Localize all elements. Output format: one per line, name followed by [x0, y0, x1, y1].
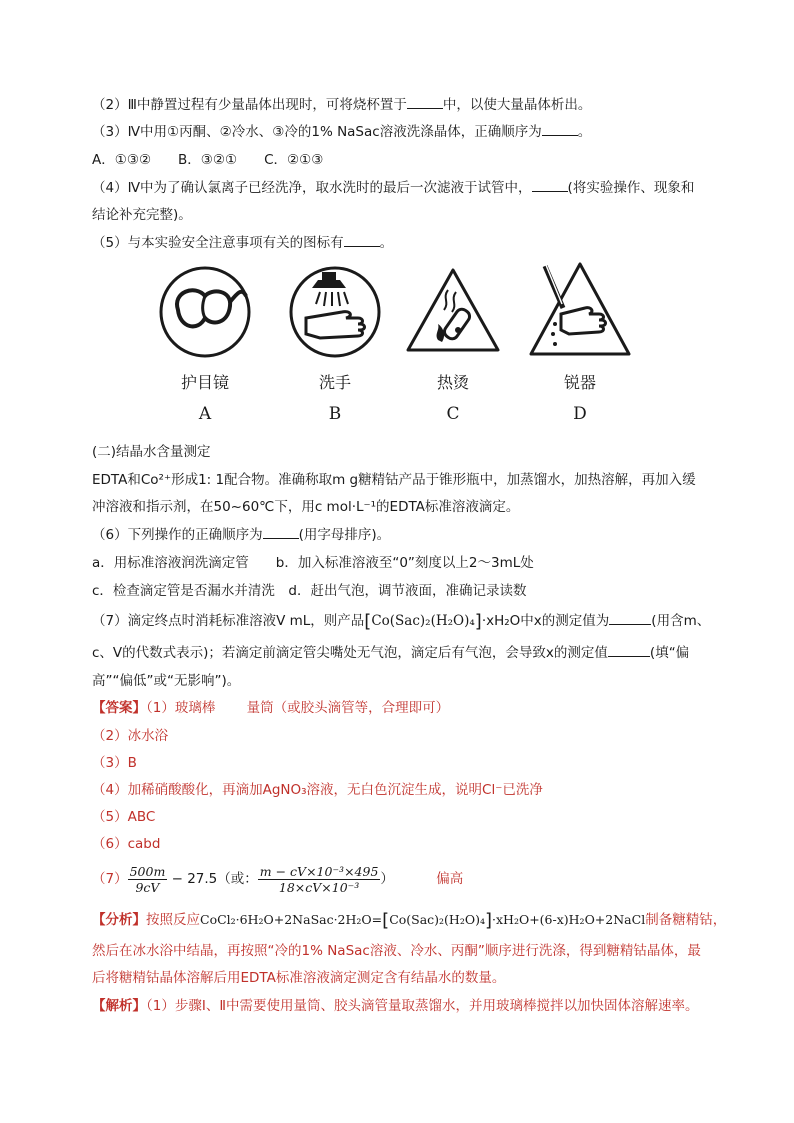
question-6-options-cd: c．检查滴定管是否漏水并清洗 d．赶出气泡，调节液面，准确记录读数 — [92, 583, 527, 599]
formula: Co(Sac)₂(H₂O)₄ — [371, 613, 475, 629]
answer-blank — [344, 234, 380, 247]
analysis-line2: 然后在冰水浴中结晶，再按照“冷的1% NaSac溶液、冷水、丙酮”顺序进行洗涤，得到糖精钴晶体，最 — [92, 943, 701, 959]
section-paragraph-line1: EDTA和Co²⁺形成1: 1配合物。准确称取m g糖精钴产品于锥形瓶中，加蒸馏水，加热溶解，再加入缓 — [92, 472, 696, 488]
question-7-text: （7）滴定终点时消耗标准溶液V mL，则产品 — [92, 613, 365, 629]
fraction-1-denominator: 9cV — [135, 879, 160, 895]
question-7-text-c: (用含m、 — [651, 613, 711, 629]
explanation-text: （1）步骤Ⅰ、Ⅱ中需要使用量筒、胶头滴管量取蒸馏水，并用玻璃棒搅拌以加快固体溶解速率。 — [146, 998, 699, 1014]
hot-surface-icon — [398, 262, 508, 362]
icon-letter-b: B — [328, 404, 342, 424]
answer-7-close: ） — [380, 871, 394, 887]
answer-tag: 【答案】 — [92, 700, 146, 716]
question-7-text-d: c、V的代数式表示)；若滴定前滴定管尖嘴处无气泡，滴定后有气泡，会导致x的测定值 — [92, 645, 608, 661]
icon-letter-a: A — [198, 404, 212, 424]
icon-label-b: 洗手 — [318, 373, 351, 392]
analysis-line1 — [92, 910, 726, 931]
question-4-line1 — [92, 178, 694, 198]
answer-7-prefix: （7） — [92, 871, 128, 887]
fraction-2 — [258, 864, 381, 895]
question-5-tail: 。 — [379, 235, 394, 251]
question-6-options-ab: a．用标准溶液润洗滴定管 b．加入标准溶液至“0”刻度以上2～3mL处 — [92, 555, 534, 571]
answer-1-text: （1）玻璃棒 量筒（或胶头滴管等，合理即可） — [146, 700, 450, 716]
icon-label-a: 护目镜 — [180, 373, 229, 392]
explanation-line1 — [92, 996, 698, 1016]
question-4-line2: 结论补充完整)。 — [92, 207, 192, 223]
equation-part-3: ·xH₂O+(6-x)H₂O+2NaCl — [492, 912, 646, 927]
question-3-options: A．①③② B．③②① C．②①③ — [92, 152, 324, 168]
question-7-line2 — [92, 643, 689, 663]
question-7-text-e: (填“偏 — [649, 645, 690, 661]
question-2 — [92, 95, 591, 115]
answer-1 — [92, 698, 449, 718]
answer-5: （5）ABC — [92, 809, 156, 825]
answer-6: （6）cabd — [92, 836, 161, 852]
question-2-text: （2）Ⅲ中静置过程有少量晶体出现时，可将烧杯置于 — [92, 97, 407, 113]
answer-7 — [92, 862, 463, 896]
section-paragraph-line2: 冲溶液和指示剂，在50~60℃下，用c mol·L⁻¹的EDTA标准溶液滴定。 — [92, 499, 520, 515]
answer-blank — [532, 179, 568, 192]
question-2-tail: 中，以使大量晶体析出。 — [442, 97, 592, 113]
question-6-tail: (用字母排序)。 — [298, 527, 391, 543]
question-4-text: （4）Ⅳ中为了确认氯离子已经洗净，取水洗时的最后一次滤液于试管中， — [92, 180, 532, 196]
answer-blank — [407, 96, 443, 109]
goggles-icon — [150, 262, 260, 362]
left-bracket: [ — [364, 611, 372, 632]
icon-letter-c: C — [446, 404, 460, 424]
question-5 — [92, 233, 393, 253]
answer-blank — [263, 526, 299, 539]
fraction-1-numerator: 500m — [129, 863, 166, 879]
answer-blank — [608, 644, 650, 657]
answer-blank — [542, 123, 578, 136]
left-bracket: [ — [382, 910, 390, 931]
icon-label-d: 锐器 — [563, 373, 596, 392]
sharp-object-icon — [525, 262, 635, 362]
section-title: (二)结晶水含量测定 — [92, 444, 211, 460]
analysis-text-a: 按照反应 — [146, 912, 200, 928]
icon-letter-d: D — [573, 404, 587, 424]
answer-blank — [609, 612, 651, 625]
answer-7-result: 偏高 — [436, 871, 464, 887]
analysis-tag: 【分析】 — [92, 912, 146, 928]
explanation-tag: 【解析】 — [92, 998, 146, 1014]
answer-7-mid: − 27.5（或： — [171, 871, 258, 887]
question-7-line3: 高”“偏低”或“无影响”)。 — [92, 673, 241, 689]
question-6 — [92, 525, 390, 545]
icon-label-c: 热烫 — [436, 373, 469, 392]
question-3 — [92, 122, 591, 142]
question-4-tail: (将实验操作、现象和 — [567, 180, 695, 196]
question-6-text: （6）下列操作的正确顺序为 — [92, 527, 263, 543]
answer-4: （4）加稀硝酸酸化，再滴加AgNO₃溶液，无白色沉淀生成，说明Cl⁻已洗净 — [92, 782, 543, 798]
fraction-1 — [128, 864, 168, 895]
fraction-2-denominator: 18×cV×10⁻³ — [278, 879, 360, 895]
fraction-2-numerator: m − cV×10⁻³×495 — [259, 863, 379, 879]
analysis-text-b: 制备糖精钴， — [645, 912, 727, 928]
question-3-tail: 。 — [577, 124, 592, 140]
right-bracket: ] — [484, 910, 493, 931]
answer-2: （2）冰水浴 — [92, 728, 169, 744]
answer-3: （3）B — [92, 755, 137, 771]
question-7-text-b: ·xH₂O中x的测定值为 — [481, 613, 610, 629]
equation-part-2: Co(Sac)₂(H₂O)₄ — [389, 912, 485, 927]
right-bracket: ] — [474, 611, 482, 632]
question-7-line1 — [92, 611, 710, 632]
question-3-text: （3）Ⅳ中用①丙酮、②冷水、③冷的1% NaSac溶液洗涤晶体，正确顺序为 — [92, 124, 542, 140]
analysis-line3: 后将糖精钴晶体溶解后用EDTA标准溶液滴定测定含有结晶水的数量。 — [92, 970, 506, 986]
question-5-text: （5）与本实验安全注意事项有关的图标有 — [92, 235, 344, 251]
equation-part-1: CoCl₂·6H₂O+2NaSac·2H₂O= — [200, 912, 383, 927]
wash-hands-icon — [280, 262, 390, 362]
